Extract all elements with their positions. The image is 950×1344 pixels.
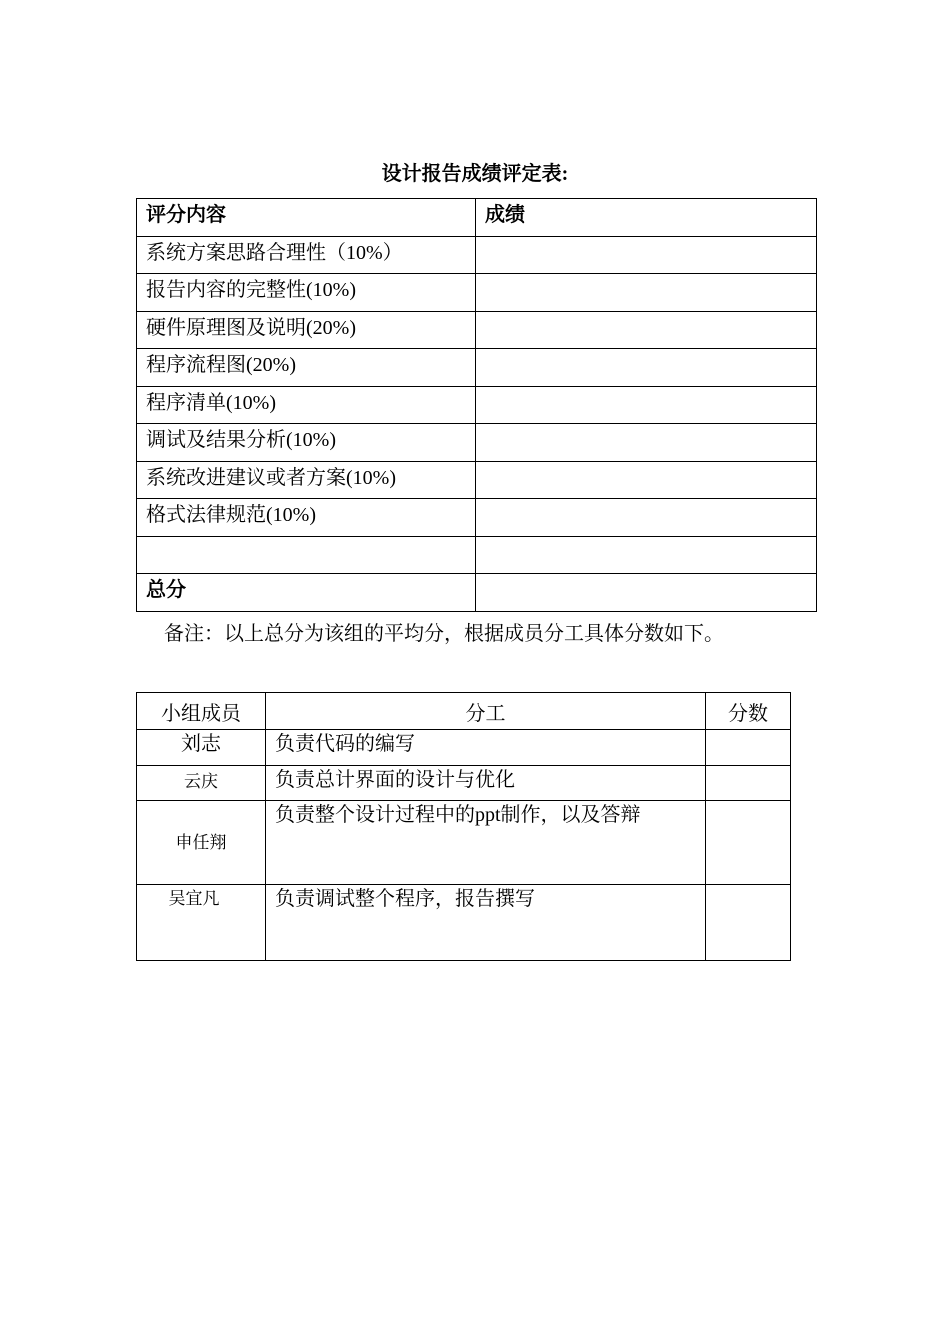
table-row [137,536,817,574]
score-cell [476,236,817,274]
member-points [706,730,791,766]
criteria-cell: 报告内容的完整性(10%) [137,274,476,312]
table-row [137,274,817,312]
table-header-row [137,199,817,237]
table-row [137,349,817,387]
header-member: 小组成员 [137,693,266,730]
member-row [137,801,791,885]
total-row [137,574,817,612]
member-task: 负责代码的编写 [266,730,706,766]
total-label: 总分 [137,574,476,612]
criteria-cell: 程序清单(10%) [137,386,476,424]
member-task: 负责调试整个程序，报告撰写 [266,885,706,961]
header-task: 分工 [266,693,706,730]
member-points [706,766,791,801]
member-row [137,766,791,801]
score-cell [476,499,817,537]
member-name: 申任翔 [137,801,266,885]
criteria-cell: 格式法律规范(10%) [137,499,476,537]
member-row [137,885,791,961]
table-row [137,424,817,462]
criteria-cell: 程序流程图(20%) [137,349,476,387]
member-header-row [137,693,791,730]
score-cell [476,274,817,312]
criteria-cell: 硬件原理图及说明(20%) [137,311,476,349]
member-name: 云庆 [137,766,266,801]
table-row [137,386,817,424]
member-name: 吴宜凡 [137,885,266,961]
score-cell [476,386,817,424]
score-cell [476,461,817,499]
header-points: 分数 [706,693,791,730]
score-cell [476,536,817,574]
score-cell [476,349,817,387]
table-row [137,236,817,274]
member-task: 负责整个设计过程中的ppt制作，以及答辩 [266,801,706,885]
score-cell [476,424,817,462]
criteria-cell [137,536,476,574]
criteria-cell: 调试及结果分析(10%) [137,424,476,462]
member-task: 负责总计界面的设计与优化 [266,766,706,801]
page-title: 设计报告成绩评定表: [381,163,569,185]
member-row [137,730,791,766]
member-points [706,885,791,961]
header-score: 成绩 [476,199,817,237]
note-text: 备注：以上总分为该组的平均分，根据成员分工具体分数如下。 [164,623,724,645]
total-score-cell [476,574,817,612]
table-row [137,461,817,499]
score-cell [476,311,817,349]
criteria-cell: 系统改进建议或者方案(10%) [137,461,476,499]
table-row [137,311,817,349]
member-points [706,801,791,885]
criteria-cell: 系统方案思路合理性（10%） [137,236,476,274]
score-table [136,198,817,612]
table-row [137,499,817,537]
member-name: 刘志 [137,730,266,766]
header-criteria: 评分内容 [137,199,476,237]
member-table [136,692,791,961]
